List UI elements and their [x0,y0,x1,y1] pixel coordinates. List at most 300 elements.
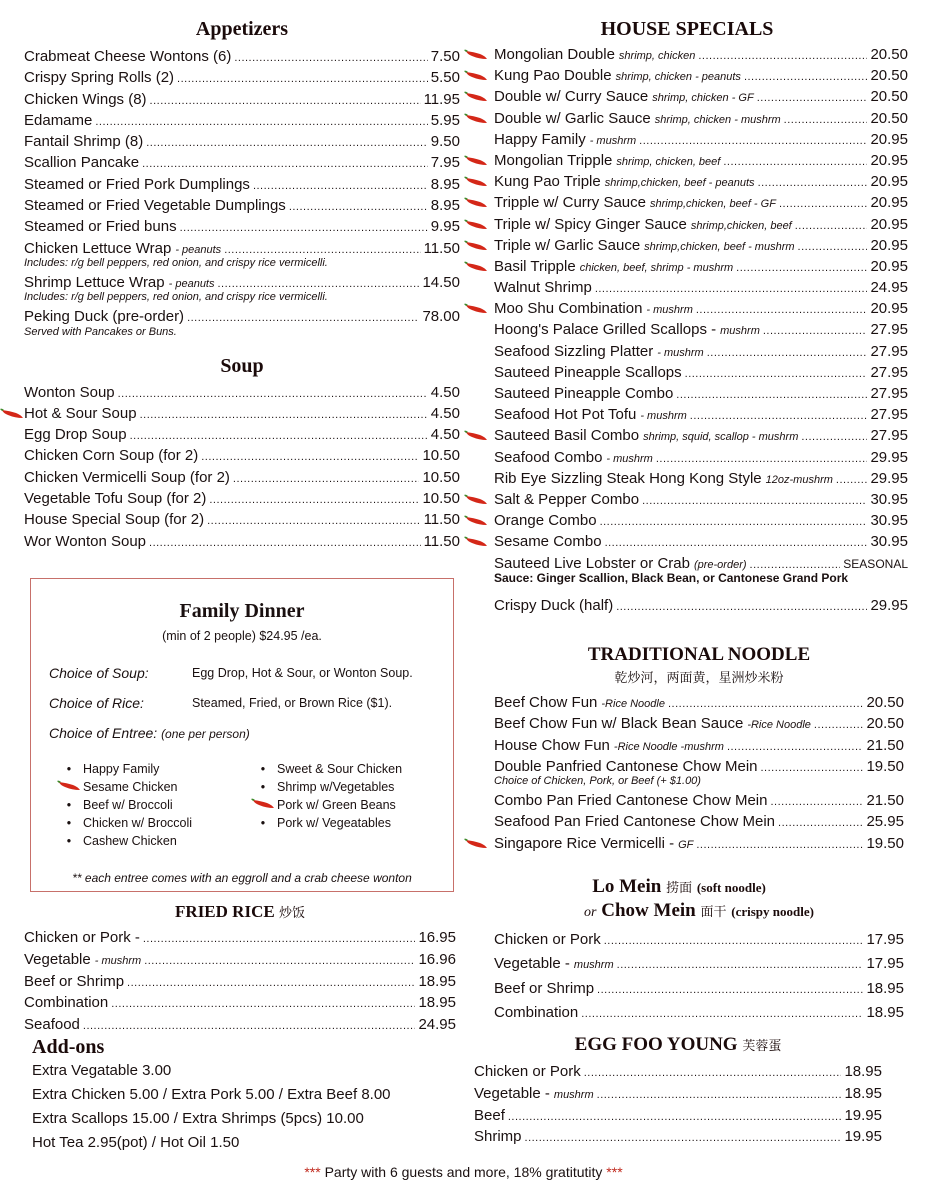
menu-item-row [494,553,908,574]
menu-item-dots [177,69,428,90]
menu-item-row [494,595,908,616]
entree-name: Sweet & Sour Chicken [277,762,403,776]
chowmein-title-cn: 面干 [700,905,727,920]
menu-item-row [494,510,908,531]
entree-name: Chicken w/ Broccoli [83,816,193,830]
menu-item-price: 20.95 [870,130,908,148]
menu-item-row [494,928,904,952]
menu-item-name: Combination [494,1004,579,1022]
bullet: • [260,762,266,776]
menu-item-name: Wonton Soup [24,383,115,401]
menu-item-price: 8.95 [430,175,460,193]
lomein-title-note: (soft noodle) [696,880,766,895]
menu-item-note: - mushrm [606,452,653,465]
menu-item-note: -Rice Noodle [747,719,811,732]
menu-item-row [494,214,908,235]
chowmein-title-or: or [584,905,597,920]
menu-item-dots [140,405,428,426]
menu-item-price: 30.95 [870,512,908,530]
menu-item-name: Seafood Sizzling Platter [494,342,654,360]
menu-item-dots [595,279,868,300]
chili-pepper-icon [249,798,277,812]
menu-item-name: Peking Duck (pre-order) [24,308,185,326]
menu-item-name: Steamed or Fried Vegetable Dumplings [24,197,286,215]
bullet: • [66,762,72,776]
entree-name: Shrimp w/Vegetables [277,780,395,794]
menu-item-price: 4.50 [430,404,460,422]
appetizers-title: Appetizers [195,18,289,40]
menu-item-row [494,952,904,976]
menu-item-note: shrimp, chicken - GF [652,92,754,105]
menu-item-dots [656,449,868,470]
menu-item-price: 9.95 [430,218,460,236]
menu-item-name: Shrimp [474,1128,522,1146]
menu-item-price: 78.00 [422,308,460,326]
menu-item-row [24,131,460,152]
menu-item-row [494,362,908,383]
menu-item-name: Moo Shu Combination [494,300,643,318]
menu-item-dots [690,406,868,427]
family-dinner-note: ** each entree comes with an eggroll and a crab cheese wonton [72,871,412,885]
entree-item [55,816,192,830]
menu-item-row [494,756,904,777]
menu-item-name: Seafood Pan Fried Cantonese Chow Mein [494,813,776,831]
entree-name: Pork w/ Vegeatables [277,816,391,830]
bullet: • [66,834,72,848]
menu-item-price: 18.95 [418,994,456,1012]
fried-rice-title-en: FRIED RICE [175,902,275,921]
addons-lines [32,1059,452,1155]
menu-item-dots [617,953,864,977]
eggfoo-section [474,1034,882,1148]
chowmein-title-en: Chow Mein [601,900,696,921]
menu-item-row [494,692,904,713]
menu-item-row [494,65,908,86]
menu-item-price: 11.95 [423,90,460,108]
menu-item-price: 10.50 [422,447,460,465]
entree-name: Sesame Chicken [83,780,178,794]
menu-item-name: Beef Chow Fun [494,694,598,711]
menu-item-price: 9.50 [430,133,460,151]
menu-item-note: shrimp,chicken, beef - mushrm [644,240,795,253]
menu-item-name: Sauteed Pineapple Combo [494,385,674,402]
menu-item-row [494,1001,904,1025]
entree-item [249,780,394,794]
menu-item-row [474,1105,882,1127]
menu-item-price: 20.50 [866,715,904,733]
menu-item-name: Hoong's Palace Grilled Scallops - [494,321,717,339]
menu-item-name: House Special Soup (for 2) [24,511,205,529]
menu-item-dots [763,321,868,342]
bullet: • [66,816,72,830]
menu-item-note: - mushrm [589,134,637,147]
menu-item-note: (pre-order) [693,558,747,571]
menu-item-note: GF [678,838,694,851]
menu-item-note: -Rice Noodle -mushrm [613,740,724,753]
menu-item-dots [600,512,868,533]
menu-item-dots [581,1002,863,1026]
menu-item-note: shrimp, chicken, beef [616,155,721,168]
menu-item-row [494,735,904,756]
menu-item-row [494,341,908,362]
family-dinner-min: (min of 2 people) $24.95 /ea. [162,629,322,643]
menu-item-row [494,447,908,468]
menu-item-dots [698,46,867,67]
menu-item-name: Crispy Duck (half) [494,596,614,614]
chili-pepper-icon [464,197,486,207]
chili-pepper-icon [0,408,22,418]
menu-item-price: 27.95 [870,406,908,424]
menu-item-price: SEASONAL [843,556,908,571]
family-dinner-box [30,578,454,892]
menu-item-dots [744,67,868,88]
menu-item-dots [761,758,864,779]
menu-item-price: 20.50 [866,694,904,711]
fried-rice-section [24,902,456,1036]
menu-item-dots [218,274,420,295]
menu-item-price: 4.50 [430,426,460,444]
menu-item-row [24,467,460,488]
menu-item-dots [605,533,868,554]
bullet: • [260,780,266,794]
menu-item-price: 30.95 [870,533,908,551]
menu-item-row [24,195,460,216]
noodle-title-cn: 乾炒河，两面黄，星洲炒米粉 [614,671,784,686]
menu-item-dots [144,951,415,973]
entree-item [55,834,177,848]
menu-item-price: 18.95 [844,1084,882,1102]
menu-item-dots [118,384,428,405]
menu-item-dots [143,929,416,951]
menu-item-dots [639,131,867,152]
menu-item-name: Sesame Combo [494,533,602,551]
chili-pepper-icon [464,261,486,271]
menu-item-name: Chicken Corn Soup (for 2) [24,447,199,465]
menu-item-name: Salt & Pepper Combo [494,490,640,508]
menu-item-price: 27.95 [870,385,908,402]
menu-item-name: Wor Wonton Soup [24,532,147,550]
menu-item-dots [727,737,864,758]
menu-item-price: 27.95 [870,427,908,445]
soup-title: Soup [220,354,264,377]
eggfoo-list [474,1061,882,1148]
noodle-title: TRADITIONAL NOODLE [587,644,811,665]
menu-item-name: Beef or Shrimp [494,979,595,997]
menu-item-name: Scallion Pancake [24,154,140,172]
addons-title: Add-ons [32,1036,105,1058]
menu-item-row [494,298,908,319]
chili-pepper-icon [464,155,486,165]
menu-item-dots [676,385,867,406]
menu-item-dots [130,426,428,447]
menu-item-price: 30.95 [870,490,908,508]
menu-item-row [494,86,908,107]
choice-rice-label: Choice of Rice: [49,695,144,711]
menu-item-price: 27.95 [870,321,908,339]
chili-pepper-icon [464,536,486,546]
menu-item-name: Chicken Vermicelli Soup (for 2) [24,468,230,486]
menu-item-price: 11.50 [423,532,460,550]
menu-item-dots [696,300,868,321]
menu-item-row [474,1126,882,1148]
noodle-section [494,644,904,854]
menu-item-name: Mongolian Double [494,46,615,63]
menu-item-name: Double w/ Garlic Sauce [494,109,651,127]
menu-item-dots [187,308,419,329]
menu-item-name: Sauteed Pineapple Scallops [494,363,682,381]
addons-section [32,1036,452,1155]
menu-item-name: Crispy Spring Rolls (2) [24,69,175,87]
addon-line: Extra Chicken 5.00 / Extra Pork 5.00 / Extra Beef 8.00 [32,1086,391,1103]
menu-item-row [24,992,456,1014]
appetizers-list [24,46,460,339]
menu-item-name: Singapore Rice Vermicelli - [494,834,675,852]
menu-item-dots [201,447,419,468]
entree-name: Happy Family [83,762,160,776]
entree-name: Pork w/ Green Beans [277,798,396,812]
chili-pepper-icon [464,838,486,848]
chili-pepper-icon [464,49,486,59]
menu-item-row [24,272,460,293]
menu-item-dots [127,973,415,995]
menu-item-row [494,713,904,734]
menu-item-row [494,977,904,1001]
menu-item-dots [778,813,863,834]
menu-item-price: 27.95 [870,363,908,381]
menu-item-row [494,150,908,171]
menu-item-dots [253,176,428,197]
lomein-title [454,876,904,898]
menu-item-note: - peanuts [175,243,222,256]
right-column [466,0,908,616]
menu-item-row [24,424,460,445]
menu-item-price: 20.95 [870,257,908,275]
menu-item-name: Happy Family [494,130,586,148]
addon-line: Hot Tea 2.95(pot) / Hot Oil 1.50 [32,1134,240,1151]
menu-item-subnote: Sauce: Ginger Scallion, Black Bean, or Cantonese Grand Pork [494,570,849,585]
menu-item-name: Walnut Shrimp [494,279,592,297]
menu-item-price: 11.50 [423,239,460,257]
menu-item-name: Shrimp Lettuce Wrap [24,273,165,291]
bullet: • [260,816,266,830]
menu-item-note: -Rice Noodle [601,698,665,710]
menu-item-row [494,489,908,510]
menu-item-name: Chicken Lettuce Wrap [24,239,172,257]
chili-pepper-icon [464,91,486,101]
menu-item-price: 20.95 [870,215,908,233]
menu-item-dots [685,364,868,385]
menu-item-row [494,468,908,489]
menu-item-price: 18.95 [866,979,904,997]
menu-item-price: 20.50 [870,109,908,127]
choice-soup [49,665,413,681]
menu-item-note: - mushrm [640,410,687,423]
menu-item-name: Combination [24,994,109,1012]
menu-item-price: 20.95 [870,173,908,191]
addon-line: Extra Scallops 15.00 / Extra Shrimps (5pcs) 10.00 [32,1110,364,1127]
menu-item-row [24,403,460,424]
menu-item-dots [149,533,421,554]
menu-item-row [494,129,908,150]
menu-item-price: 16.95 [418,929,456,946]
chili-pepper-icon [464,176,486,186]
chowmein-title-note: (crispy noodle) [731,904,814,919]
menu-item-row [24,949,456,971]
fried-rice-list [24,927,456,1036]
menu-item-dots [758,173,868,194]
menu-item-row [494,790,904,811]
lomein-title-cn: 捞面 [666,881,693,896]
menu-item-name: Seafood [24,1016,80,1034]
choice-entree-note: (one per person) [161,727,250,741]
menu-item-price: 20.50 [870,46,908,63]
menu-item-name: Tripple w/ Curry Sauce [494,194,646,212]
menu-item-price: 8.95 [430,197,460,215]
menu-item-row [24,927,456,949]
menu-item-note: mushrm [573,959,614,972]
menu-item-row [494,192,908,213]
menu-item-price: 18.95 [418,972,456,990]
menu-item-row [24,1014,456,1036]
entree-item [55,798,173,812]
menu-item-name: Triple w/ Spicy Ginger Sauce [494,215,687,233]
menu-item-dots [209,490,419,511]
family-dinner-title: Family Dinner [179,600,305,622]
menu-item-row [24,67,460,88]
menu-item-row [494,404,908,425]
footer-note [0,1164,927,1180]
eggfoo-title-en: EGG FOO YOUNG [574,1034,738,1055]
menu-item-note: - mushrm [646,304,693,317]
menu-item-name: Mongolian Tripple [494,151,613,169]
chili-pepper-icon [464,70,486,80]
menu-item-dots [83,1016,416,1038]
menu-item-price: 20.95 [870,151,908,169]
menu-item-price: 19.50 [866,757,904,775]
menu-item-name: Beef or Shrimp [24,972,125,990]
menu-item-price: 18.95 [844,1063,882,1080]
menu-item-dots [757,88,868,109]
menu-item-note: shrimp,chicken, beef - peanuts [604,177,755,190]
menu-item-note: mushrm [720,325,760,338]
chili-pepper-icon [464,515,486,525]
house-specials-list [466,44,908,616]
choice-entree [49,725,250,741]
menu-item-dots [597,1085,842,1107]
menu-item-price: 25.95 [866,813,904,831]
menu-item-row [24,152,460,173]
footer-stars-right: *** [606,1164,623,1180]
menu-item-note: - mushrm [94,954,142,967]
menu-item-dots [146,133,428,154]
menu-item-dots [798,237,868,258]
menu-item-dots [233,469,420,490]
menu-item-price: 11.50 [423,511,460,529]
menu-item-price: 19.95 [844,1128,882,1146]
menu-item-dots [779,194,868,215]
menu-item-row [24,531,460,552]
menu-item-price: 14.50 [422,273,460,291]
eggfoo-title [474,1034,882,1056]
menu-item-note: chicken, beef, shrimp - mushrm [579,261,734,274]
menu-item-name: Vegetable Tofu Soup (for 2) [24,490,207,508]
menu-item-price: 27.95 [870,342,908,360]
chili-pepper-icon [464,430,486,440]
menu-item-name: Chicken or Pork [474,1063,581,1080]
menu-item-price: 29.95 [870,596,908,614]
menu-item-row [474,1061,882,1083]
chili-pepper-icon [464,494,486,504]
menu-item-note: shrimp, chicken [618,50,696,62]
menu-item-dots [784,110,868,131]
menu-item-name: Combo Pan Fried Cantonese Chow Mein [494,792,768,810]
menu-item-name: Double w/ Curry Sauce [494,88,649,106]
menu-item-subnote: Served with Pancakes or Buns. [24,325,177,338]
menu-item-row [24,971,456,993]
chili-pepper-icon [464,113,486,123]
menu-item-price: 20.95 [870,236,908,254]
menu-item-row [24,238,460,259]
menu-item-row [494,108,908,129]
addon-line: Extra Vegatable 3.00 [32,1062,172,1079]
menu-item-name: Chicken or Pork - [24,929,140,946]
chili-pepper-icon [464,219,486,229]
menu-item-row [494,811,904,832]
menu-item-row [24,110,460,131]
menu-item-row [494,235,908,256]
menu-item-dots [616,597,867,618]
menu-item-price: 20.95 [870,300,908,318]
left-column [24,0,460,552]
menu-item-price: 17.95 [866,931,904,948]
entree-item [249,798,396,812]
menu-item-price: 16.96 [418,950,456,968]
lomein-list [494,928,904,1026]
fried-rice-title-cn: 炒饭 [278,906,305,921]
entree-item [55,780,178,794]
menu-item-dots [801,427,867,448]
menu-item-row [24,216,460,237]
menu-item-note: mushrm [553,1088,594,1101]
menu-item-price: 17.95 [866,955,904,973]
menu-item-name: Hot & Sour Soup [24,404,137,422]
menu-item-price: 21.50 [866,792,904,810]
chili-pepper-icon [464,240,486,250]
menu-item-note: - mushrm [657,346,704,359]
menu-item-note: shrimp,chicken, beef - GF [650,198,776,211]
menu-item-dots [736,258,867,279]
menu-item-dots [770,792,863,813]
menu-item-name: Vegetable - [494,955,570,973]
menu-item-price: 18.95 [866,1004,904,1022]
menu-item-dots [508,1107,842,1129]
menu-item-row [494,319,908,340]
menu-item-row [24,46,460,67]
menu-item-row [494,171,908,192]
menu-item-dots [142,154,428,175]
house-specials-title: HOUSE SPECIALS [600,18,774,40]
menu-item-name: Double Panfried Cantonese Chow Mein [494,757,758,775]
menu-item-name: Chicken Wings (8) [24,90,147,108]
menu-item-dots [150,91,421,112]
menu-item-name: Steamed or Fried Pork Dumplings [24,175,250,193]
menu-item-dots [111,994,415,1016]
entree-name: Cashew Chicken [83,834,177,848]
menu-item-dots [723,152,867,173]
menu-item-row [24,445,460,466]
entree-item [55,762,159,776]
menu-item-name: Triple w/ Garlic Sauce [494,236,641,254]
